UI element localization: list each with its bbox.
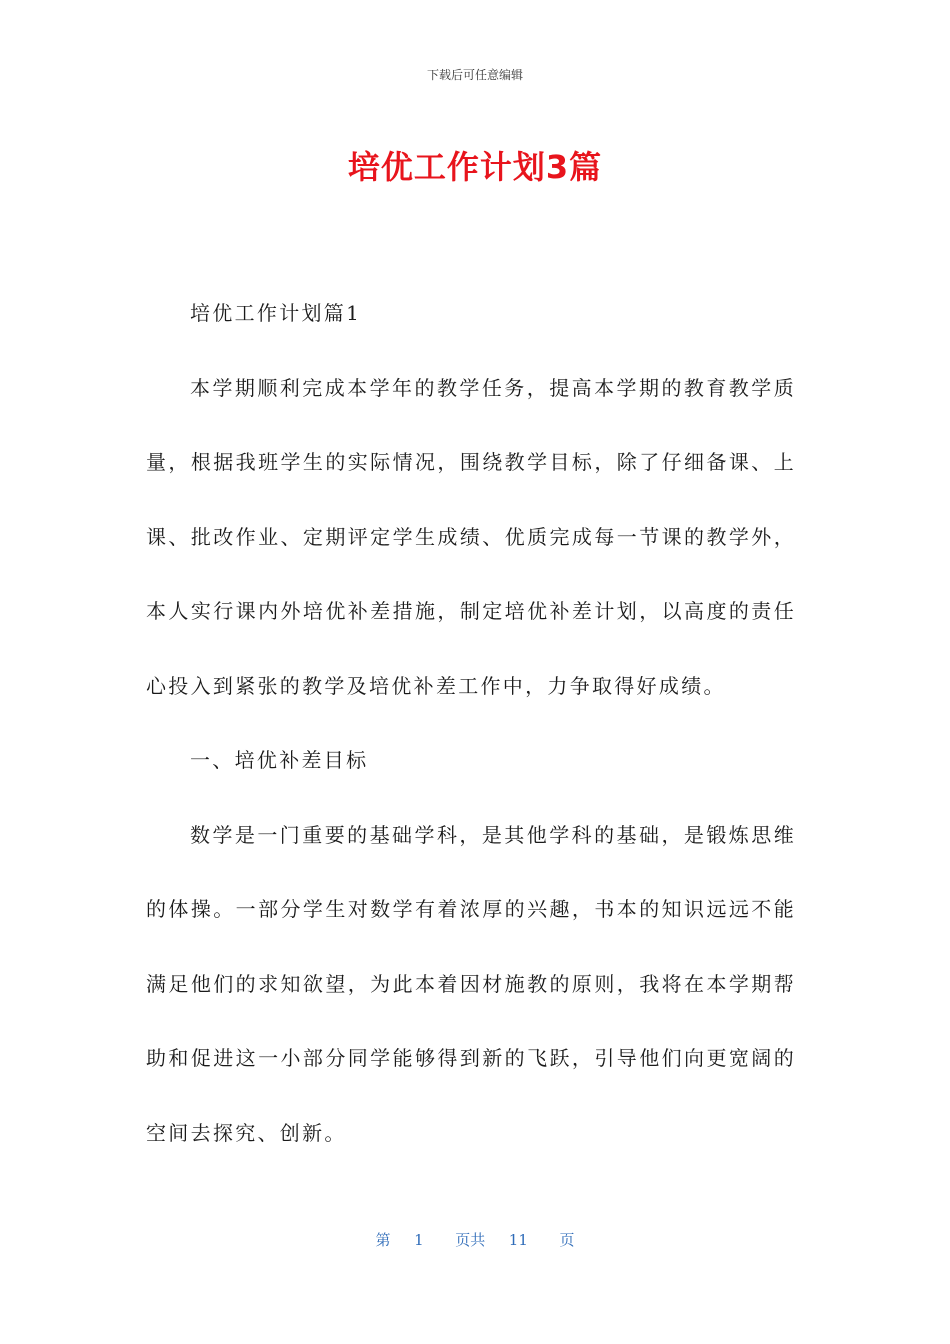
body-paragraph: 数学是一门重要的基础学科，是其他学科的基础，是锻炼思维的体操。一部分学生对数学有着浓厚的兴趣，书本的知识远远不能满足他们的求知欲望，为此本着因材施教的原则，我将在本学期帮助和促进这一小部分同学能够得到新的飞跃，引导他们向更宽阔的空间去探究、创新。 (146, 822, 796, 1145)
footer-page-number: 1 (414, 1231, 424, 1249)
footer-prefix: 第 (375, 1231, 391, 1249)
section-heading-goals: 一、培优补差目标 (190, 748, 369, 772)
body-paragraph: 本学期顺利完成本学年的教学任务，提高本学期的教育教学质量，根据我班学生的实际情况，围绕教学目标，除了仔细备课、上课、批改作业、定期评定学生成绩、优质完成每一节课的教学外，本人实行课内外培优补差措施，制定培优补差计划，以高度的责任心投入到紧张的教学及培优补差工作中，力争取得好成绩。 (146, 375, 796, 698)
footer-total-pages: 11 (508, 1231, 528, 1249)
footer-mid: 页共 (455, 1231, 486, 1249)
header-note: 下载后可任意编辑 (426, 68, 523, 82)
document-body (146, 276, 796, 1170)
document-title: 培优工作计划3篇 (347, 148, 603, 186)
section-heading-plan-1: 培优工作计划篇1 (190, 301, 362, 325)
footer-suffix: 页 (559, 1231, 575, 1249)
page-footer (0, 1229, 950, 1250)
